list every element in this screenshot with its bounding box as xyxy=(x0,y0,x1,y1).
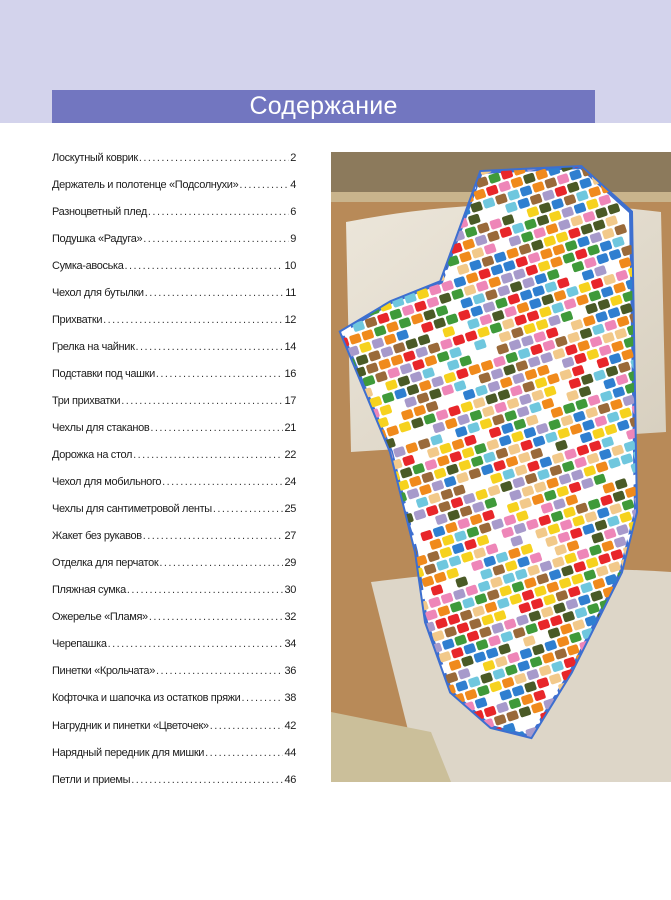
toc-entry[interactable] xyxy=(52,306,296,333)
toc-entry-page: 2 xyxy=(290,151,296,164)
toc-leader-dots xyxy=(210,720,284,732)
toc-leader-dots xyxy=(103,314,283,326)
toc-entry-title: Грелка на чайник xyxy=(52,340,135,353)
toc-entry-title: Пляжная сумка xyxy=(52,584,126,597)
toc-leader-dots xyxy=(162,476,283,488)
toc-leader-dots xyxy=(133,449,283,461)
toc-entry-title: Дорожка на стол xyxy=(52,449,133,462)
toc-leader-dots xyxy=(136,341,284,353)
toc-entry-page: 46 xyxy=(284,773,296,786)
toc-entry-page: 21 xyxy=(284,421,296,434)
toc-entry[interactable] xyxy=(52,198,296,225)
toc-entry[interactable] xyxy=(52,171,296,198)
toc-entry-title: Чехлы для стаканов xyxy=(52,421,150,434)
toc-leader-dots xyxy=(213,503,284,515)
toc-entry-title: Чехол для бутылки xyxy=(52,286,144,299)
toc-entry[interactable] xyxy=(52,144,296,171)
toc-leader-dots xyxy=(127,584,284,596)
toc-entry-page: 4 xyxy=(290,178,296,191)
toc-entry-page: 17 xyxy=(284,394,296,407)
toc-entry-title: Прихватки xyxy=(52,313,103,326)
toc-entry-page: 14 xyxy=(284,340,296,353)
page-title: Содержание xyxy=(249,92,398,120)
toc-entry[interactable] xyxy=(52,766,296,793)
toc-entry[interactable] xyxy=(52,631,296,658)
toc-entry[interactable] xyxy=(52,577,296,604)
toc-leader-dots xyxy=(125,260,284,272)
toc-entry-page: 24 xyxy=(284,476,296,489)
toc-entry[interactable] xyxy=(52,333,296,360)
toc-entry-title: Подставки под чашки xyxy=(52,367,155,380)
toc-entry[interactable] xyxy=(52,279,296,306)
toc-entry-title: Нагрудник и пинетки «Цветочек» xyxy=(52,719,209,732)
toc-entry-title: Жакет без рукавов xyxy=(52,530,142,543)
toc-entry-title: Пинетки «Крольчата» xyxy=(52,665,155,678)
toc-entry[interactable] xyxy=(52,658,296,685)
table-of-contents xyxy=(52,144,296,793)
toc-leader-dots xyxy=(143,233,289,245)
toc-entry-title: Черепашка xyxy=(52,638,107,651)
toc-leader-dots xyxy=(143,530,284,542)
toc-entry-title: Подушка «Радуга» xyxy=(52,232,143,245)
toc-entry-page: 6 xyxy=(290,205,296,218)
toc-entry-title: Три прихватки xyxy=(52,394,121,407)
toc-entry[interactable] xyxy=(52,496,296,523)
toc-entry-page: 34 xyxy=(284,638,296,651)
toc-entry[interactable] xyxy=(52,604,296,631)
toc-entry[interactable] xyxy=(52,252,296,279)
toc-entry-title: Ожерелье «Пламя» xyxy=(52,611,148,624)
toc-leader-dots xyxy=(241,692,283,704)
toc-entry-title: Чехол для мобильного xyxy=(52,476,162,489)
toc-entry[interactable] xyxy=(52,442,296,469)
toc-entry-title: Держатель и полотенце «Подсолнухи» xyxy=(52,178,239,191)
toc-entry[interactable] xyxy=(52,685,296,712)
crochet-blanket-photo xyxy=(331,152,671,782)
toc-leader-dots xyxy=(145,287,285,299)
toc-entry[interactable] xyxy=(52,414,296,441)
toc-entry-page: 44 xyxy=(284,746,296,759)
toc-entry[interactable] xyxy=(52,550,296,577)
toc-entry-page: 22 xyxy=(284,449,296,462)
toc-entry-page: 42 xyxy=(284,719,296,732)
toc-entry[interactable] xyxy=(52,523,296,550)
toc-leader-dots xyxy=(131,774,283,786)
toc-entry[interactable] xyxy=(52,739,296,766)
toc-entry[interactable] xyxy=(52,469,296,496)
toc-entry[interactable] xyxy=(52,712,296,739)
toc-entry-title: Отделка для перчаток xyxy=(52,557,159,570)
toc-entry-page: 9 xyxy=(290,232,296,245)
toc-entry[interactable] xyxy=(52,225,296,252)
toc-leader-dots xyxy=(156,665,283,677)
toc-entry-title: Лоскутный коврик xyxy=(52,151,138,164)
toc-leader-dots xyxy=(108,638,284,650)
toc-entry-title: Сумка-авоська xyxy=(52,259,124,272)
toc-entry-page: 25 xyxy=(284,503,296,516)
toc-entry-page: 30 xyxy=(284,584,296,597)
toc-entry-page: 10 xyxy=(284,259,296,272)
toc-leader-dots xyxy=(139,152,289,164)
toc-entry-title: Нарядный передник для мишки xyxy=(52,746,205,759)
toc-entry-title: Кофточка и шапочка из остатков пряжи xyxy=(52,692,241,705)
toc-leader-dots xyxy=(239,179,289,191)
toc-leader-dots xyxy=(149,611,284,623)
toc-entry-page: 27 xyxy=(284,530,296,543)
toc-entry-page: 32 xyxy=(284,611,296,624)
toc-entry-page: 16 xyxy=(284,367,296,380)
toc-entry[interactable] xyxy=(52,360,296,387)
toc-entry-page: 12 xyxy=(284,313,296,326)
toc-entry-page: 11 xyxy=(285,286,296,299)
toc-entry-page: 29 xyxy=(284,557,296,570)
toc-leader-dots xyxy=(159,557,283,569)
toc-leader-dots xyxy=(156,368,284,380)
title-bar xyxy=(52,90,595,123)
toc-leader-dots xyxy=(150,422,283,434)
toc-entry-title: Петли и приемы xyxy=(52,773,131,786)
toc-entry-page: 38 xyxy=(284,692,296,705)
toc-entry-title: Разноцветный плед xyxy=(52,205,147,218)
toc-entry-title: Чехлы для сантиметровой ленты xyxy=(52,503,212,516)
toc-leader-dots xyxy=(205,747,283,759)
toc-entry[interactable] xyxy=(52,387,296,414)
toc-leader-dots xyxy=(148,206,289,218)
toc-entry-page: 36 xyxy=(284,665,296,678)
toc-leader-dots xyxy=(121,395,283,407)
